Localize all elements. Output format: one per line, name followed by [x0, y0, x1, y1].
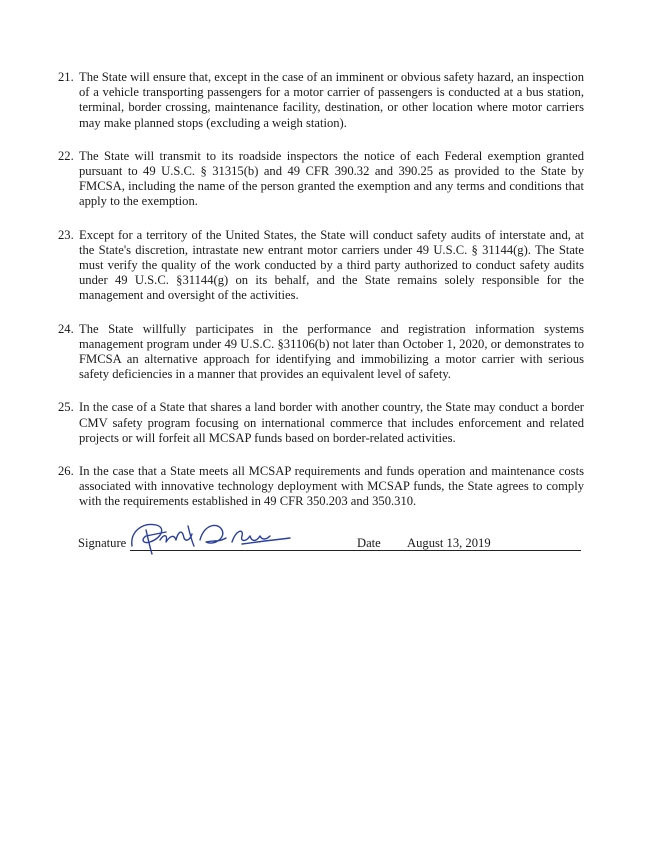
list-item: [58, 149, 584, 210]
item-text: Except for a territory of the United States, the State will conduct safety audits of interstate and, at the State's discretion, intrastate new entrant motor carriers under 49 U.S.C. § 31144(g). The State must verify the quality of the work conducted by a third party authorized to conduct safety audits under 49 U.S.C. §31144(g) on its behalf, and the State remains solely responsible for the management and oversight of the activities.: [79, 227, 584, 303]
signature-row: [78, 522, 598, 558]
item-number: 25.: [58, 400, 74, 415]
item-number: 23.: [58, 227, 74, 242]
date-label: Date: [357, 536, 381, 550]
date-value: August 13, 2019: [407, 536, 491, 550]
item-text: The State will transmit to its roadside inspectors the notice of each Federal exemption granted pursuant to 49 U.S.C. § 31315(b) and 49 CFR 390.32 and 390.25 as provided to the State by FMCSA, including the name of the person granted the exemption and any terms and conditions that apply to the exemption.: [79, 148, 584, 209]
list-item: [58, 400, 584, 446]
item-number: 24.: [58, 321, 74, 336]
item-number: 22.: [58, 148, 74, 163]
item-text: In the case that a State meets all MCSAP requirements and funds operation and maintenance costs associated with innovative technology deployment with MCSAP funds, the State agrees to comply with the requirements established in 49 CFR 350.203 and 350.310.: [79, 464, 584, 509]
item-text: The State will ensure that, except in the case of an imminent or obvious safety hazard, an inspection of a vehicle transporting passengers for a motor carrier of passengers is conducted at a bus station, terminal, border crossing, maintenance facility, destination, or other location where motor carriers may make planned stops (excluding a weigh station).: [79, 70, 584, 130]
list-item: [58, 322, 584, 383]
list-item: [58, 70, 584, 131]
list-item: [58, 464, 584, 510]
handwritten-signature: [126, 516, 296, 558]
assurance-list: [58, 70, 584, 528]
item-number: 21.: [58, 70, 74, 84]
item-text: The State willfully participates in the performance and registration information systems management program under 49 U.S.C. §31106(b) not later than October 1, 2020, or demonstrates to FMCSA an alternative approach for identifying and immobilizing a motor carrier with serious safety deficiencies in a manner that provides an equivalent level of safety.: [79, 321, 584, 382]
item-number: 26.: [58, 464, 74, 479]
item-text: In the case of a State that shares a land border with another country, the State may conduct a border CMV safety program focusing on international commerce that includes enforcement and related projects or will forfeit all MCSAP funds based on border-related activities.: [79, 400, 584, 445]
list-item: [58, 228, 584, 304]
signature-label: Signature: [78, 536, 127, 550]
